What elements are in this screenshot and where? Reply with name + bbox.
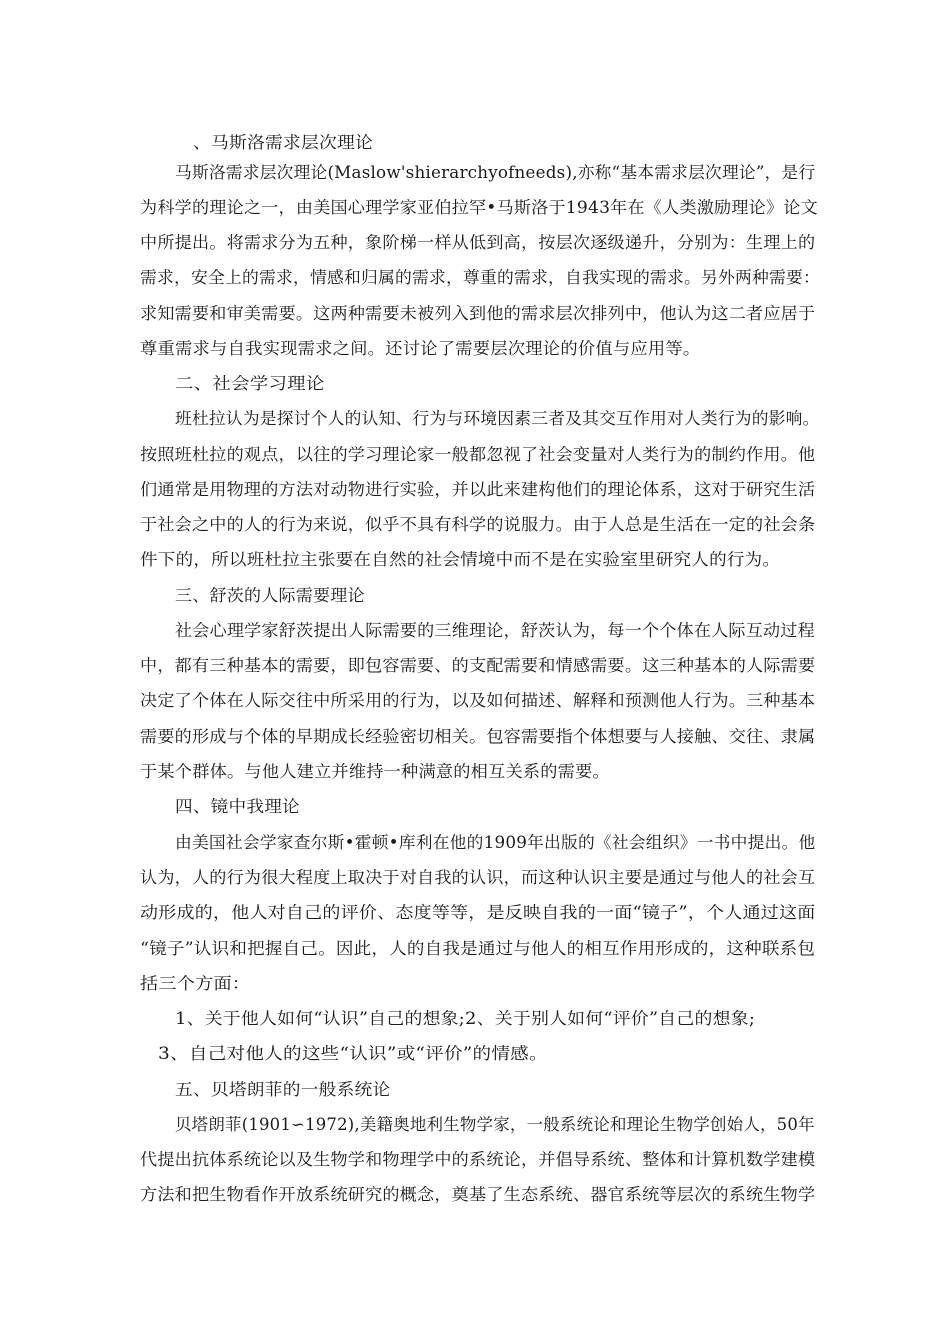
paragraph-line: 需要的形成与个体的早期成长经验密切相关。包容需要指个体想要与人接触、交往、隶属 (140, 727, 816, 746)
section-heading-schutz: 三、舒茨的人际需要理论 (175, 586, 365, 605)
paragraph-line: 决定了个体在人际交往中所采用的行为，以及如何描述、解释和预测他人行为。三种基本 (140, 691, 816, 710)
paragraph-line: 括三个方面： (140, 974, 251, 993)
paragraph-line: 按照班杜拉的观点，以往的学习理论家一般都忽视了社会变量对人类行为的制约作用。他 (140, 445, 816, 464)
section-heading-bertalanffy: 五、贝塔朗菲的一般系统论 (175, 1080, 391, 1099)
paragraph-line: 件下的，所以班杜拉主张要在自然的社会情境中而不是在实验室里研究人的行为。 (140, 550, 781, 569)
paragraph-line: 认为，人的行为很大程度上取决于对自我的认识，而这种认识主要是通过与他人的社会互 (140, 868, 816, 887)
paragraph-line: 于某个群体。与他人建立并维持一种满意的相互关系的需要。 (140, 762, 610, 781)
paragraph-line: 求知需要和审美需要。这两种需要未被列入到他的需求层次排列中，他认为这二者应居于 (140, 304, 816, 323)
section-heading-looking-glass-self: 四、镜中我理论 (175, 797, 300, 816)
paragraph-line: 于社会之中的人的行为来说，似乎不具有科学的说服力。由于人总是生活在一定的社会条 (140, 515, 816, 534)
paragraph-line: 动形成的，他人对自己的评价、态度等等，是反映自我的一面“镜子”，个人通过这面 (140, 903, 816, 922)
paragraph-line: 由美国社会学家查尔斯•霍顿•库利在他的1909年出版的《社会组织》一书中提出。他 (175, 833, 816, 852)
section-heading-maslow: 、马斯洛需求层次理论 (193, 133, 373, 152)
list-item: 1、关于他人如何“认识”自己的想象;2、关于别人如何“评价”自己的想象; (175, 1009, 756, 1028)
paragraph-line: 社会心理学家舒茨提出人际需要的三维理论，舒茨认为，每一个个体在人际互动过程 (175, 621, 815, 640)
paragraph-line: 贝塔朗菲(1901∽1972),美籍奥地利生物学家，一般系统论和理论生物学创始人，50年 (175, 1115, 815, 1134)
paragraph-line: 班杜拉认为是探讨个人的认知、行为与环境因素三者及其交互作用对人类行为的影响。 (175, 409, 820, 428)
paragraph-line: 们通常是用物理的方法对动物进行实验，并以此来建构他们的理论体系，这对于研究生活 (140, 480, 816, 499)
paragraph-line: 中所提出。将需求分为五种，象阶梯一样从低到高，按层次逐级递升，分别为：生理上的 (140, 233, 816, 252)
paragraph-line: “镜子”认识和把握自己。因此，人的自我是通过与他人的相互作用形成的，这种联系包 (140, 939, 816, 958)
section-heading-social-learning: 二、社会学习理论 (175, 374, 325, 393)
paragraph-line: 马斯洛需求层次理论(Maslow'shierarchyofneeds),亦称“基本需求层次理论”，是行 (175, 163, 816, 182)
paragraph-line: 需求，安全上的需求，情感和归属的需求，尊重的需求，自我实现的需求。另外两种需要： (140, 268, 821, 287)
paragraph-line: 为科学的理论之一，由美国心理学家亚伯拉罕•马斯洛于1943年在《人类激励理论》论文 (140, 198, 818, 217)
list-item: 3、自己对他人的这些“认识”或“评价”的情感。 (158, 1044, 548, 1063)
paragraph-line: 中，都有三种基本的需要，即包容需要、的支配需要和情感需要。这三种基本的人际需要 (140, 656, 816, 675)
paragraph-line: 方法和把生物看作开放系统研究的概念，奠基了生态系统、器官系统等层次的系统生物学 (140, 1185, 816, 1204)
paragraph-line: 尊重需求与自我实现需求之间。还讨论了需要层次理论的价值与应用等。 (140, 339, 701, 358)
paragraph-line: 代提出抗体系统论以及生物学和物理学中的系统论，并倡导系统、整体和计算机数学建模 (140, 1150, 816, 1169)
